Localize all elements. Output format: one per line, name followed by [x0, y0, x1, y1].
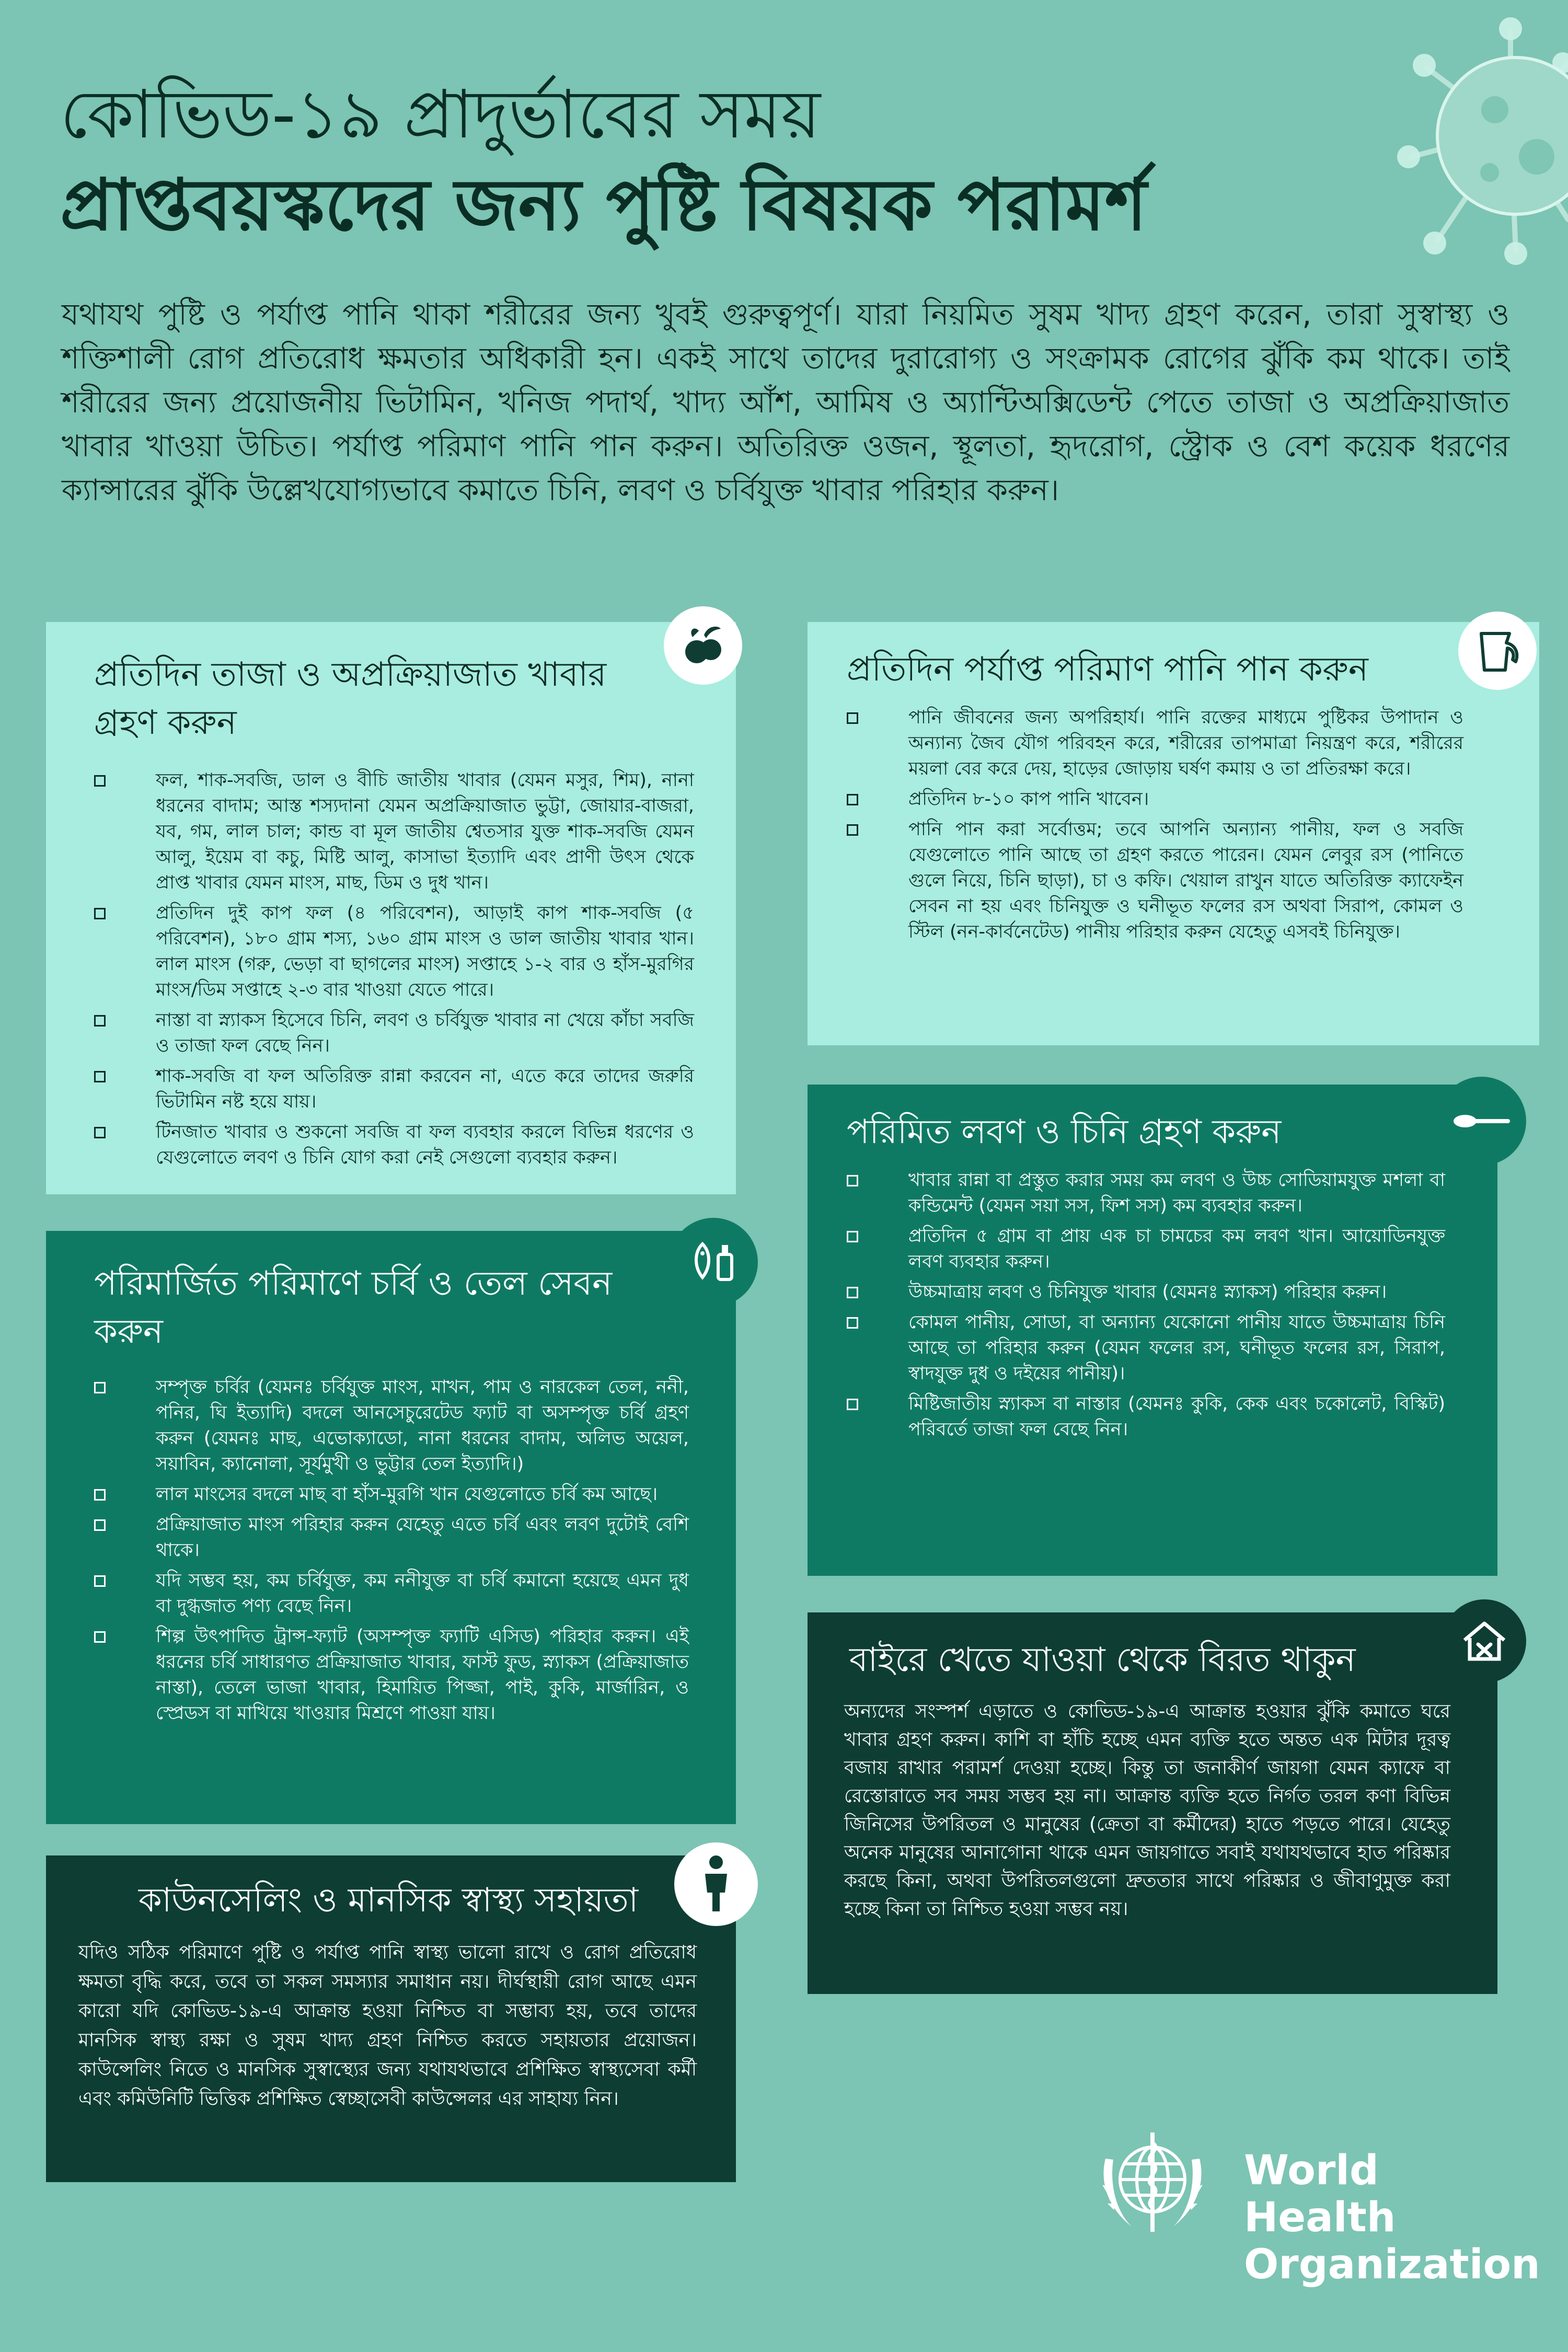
fat-oil-title: পরিমার্জিত পরিমাণে চর্বি ও তেল সেবন করুন [94, 1264, 613, 1351]
who-logo [1085, 2122, 1540, 2288]
fat-oil-list [94, 1375, 689, 1726]
fresh-food-title: প্রতিদিন তাজা ও অপ্রক্রিয়াজাত খাবার গ্রহণ করুন [94, 655, 607, 742]
list-item: উচ্চমাত্রায় লবণ ও চিনিযুক্ত খাবার (যেমনঃ স্ন্যাকস) পরিহার করুন। [847, 1279, 1445, 1305]
list-item: লাল মাংসের বদলে মাছ বা হাঁস-মুরগি খান যেগুলোতে চর্বি কম আছে। [94, 1482, 689, 1507]
no-restaurant-house-icon [1443, 1599, 1526, 1683]
fresh-food-card [46, 622, 736, 1194]
fresh-food-list [94, 768, 694, 1171]
list-item: প্রতিদিন দুই কাপ ফল (৪ পরিবেশন), আড়াই কাপ শাক-সবজি (৫ পরিবেশন), ১৮০ গ্রাম শস্য, ১৬০ গ্রাম মাংস ও ডাল জাতীয় খাবার খান। লাল মাংস (গরু, ভেড়া বা ছাগলের মাংস) সপ্তাহে ১-২ বার ও হাঁস-মুরগির মাংস/ডিম সপ্তাহে ২-৩ বার খাওয়া যেতে পারে। [94, 901, 694, 1003]
page-title [60, 78, 1367, 245]
virus-icon [1380, 0, 1568, 293]
list-item: নাস্তা বা স্ন্যাকস হিসেবে চিনি, লবণ ও চর্বিযুক্ত খাবার না খেয়ে কাঁচা সবজি ও তাজা ফল বেছে নিন। [94, 1008, 694, 1059]
salt-sugar-title: পরিমিত লবণ ও চিনি গ্রহণ করুন [847, 1113, 1282, 1151]
list-item: পানি পান করা সর্বোত্তম; তবে আপনি অন্যান্য পানীয়, ফল ও সবজি যেগুলোতে পানি আছে তা গ্রহণ করতে পারেন। যেমন লেবুর রস (পানিতে গুলে নিয়ে, চিনি ছাড়া), চা ও কফি। খেয়াল রাখুন যাতে অতিরিক্ত ক্যাফেইন সেবন না হয় এবং চিনিযুক্ত ও ঘনীভূত ফলের রস অথবা সিরাপ, কোমল ও স্টিল (নন-কার্বনেটেড) পানীয় পরিহার করুন যেহেতু এসবই চিনিযুক্ত। [847, 817, 1463, 945]
list-item: কোমল পানীয়, সোডা, বা অন্যান্য যেকোনো পানীয় যাতে উচ্চমাত্রায় চিনি আছে তা পরিহার করুন (যেমন ফলের রস, ঘনীভূত ফলের রস, সিরাপ, স্বাদযুক্ত দুধ ও দইয়ের পানীয়)। [847, 1310, 1445, 1387]
person-icon [674, 1842, 758, 1926]
eating-out-text: অন্যদের সংস্পর্শ এড়াতে ও কোভিড-১৯-এ আক্রান্ত হওয়ার ঝুঁকি কমাতে ঘরে খাবার গ্রহণ করুন। কাশি বা হাঁচি হচ্ছে এমন ব্যক্তি হতে অন্তত এক মিটার দূরত্ব বজায় রাখার পরামর্শ দেওয়া হচ্ছে। কিন্তু তা জনাকীর্ণ জায়গা যেমন ক্যাফে বা রেস্তোরাতে সব সময় সম্ভব হয় না। আক্রান্ত ব্যক্তি হতে নির্গত তরল কণা বিভিন্ন জিনিসের উপরিতল ও মানুষের (ক্রেতা বা কর্মীদের) হাতে পড়তে পারে। যেহেতু অনেক মানুষের আনাগোনা থাকে এমন জায়গাতে সবাই যথাযথভাবে হাত পরিষ্কার করছে কিনা, অথবা উপরিতলগুলো দ্রুততার সাথে পরিষ্কার ও জীবাণুমুক্ত করা হচ্ছে কিনা তা নিশ্চিত হওয়া সম্ভব নয়। [844, 1701, 1450, 1920]
title-line-1: কোভিড-১৯ প্রাদুর্ভাবের সময় [60, 76, 821, 154]
water-card [808, 622, 1539, 1045]
who-emblem-icon [1085, 2122, 1220, 2242]
counseling-text: যদিও সঠিক পরিমাণে পুষ্টি ও পর্যাপ্ত পানি স্বাস্থ্য ভালো রাখে ও রোগ প্রতিরোধ ক্ষমতা বৃদ্ধি করে, তবে তা সকল সমস্যার সমাধান নয়। দীর্ঘস্থায়ী রোগ আছে এমন কারো যদি কোভিড-১৯-এ আক্রান্ত হওয়া নিশ্চিত বা সম্ভাব্য হয়, তবে তাদের মানসিক স্বাস্থ্য রক্ষা ও সুষম খাদ্য গ্রহণ নিশ্চিত করতে সহায়তার প্রয়োজন। কাউন্সেলিং নিতে ও মানসিক সুস্বাস্থ্যের জন্য যথাযথভাবে প্রশিক্ষিত স্বাস্থ্যসেবা কর্মী এবং কমিউনিটি ভিত্তিক প্রশিক্ষিত স্বেচ্ছাসেবী কাউন্সেলর এর সাহায্য নিন। [78, 1942, 697, 2109]
who-name-line-2: Organization [1244, 2241, 1540, 2288]
list-item: প্রতিদিন ৮-১০ কাপ পানি খাবেন। [847, 787, 1463, 812]
list-item: ফল, শাক-সবজি, ডাল ও বীচি জাতীয় খাবার (যেমন মসুর, শিম), নানা ধরনের বাদাম; আস্ত শস্যদানা যেমন অপ্রক্রিয়াজাত ভুট্টা, জোয়ার-বাজরা, যব, গম, লাল চাল; কান্ড বা মূল জাতীয় শ্বেতসার যুক্ত শাক-সবজি যেমন আলু, ইয়েম বা কচু, মিষ্টি আলু, কাসাভা ইত্যাদি এবং প্রাণী উৎস থেকে প্রাপ্ত খাবার যেমন মাংস, মাছ, ডিম ও দুধ খান। [94, 768, 694, 896]
fat-oil-card [46, 1231, 736, 1824]
list-item: সম্পৃক্ত চর্বির (যেমনঃ চর্বিযুক্ত মাংস, মাখন, পাম ও নারকেল তেল, ননী, পনির, ঘি ইত্যাদি) বদলে আনসেচুরেটেড ফ্যাট বা অসম্পৃক্ত চর্বি গ্রহণ করুন (যেমনঃ মাছ, এভোক্যাডো, নানা ধরনের বাদাম, অলিভ অয়েল, সয়াবিন, ক্যানোলা, সূর্যমুখী ও ভুট্টার তেল ইত্যাদি।) [94, 1375, 689, 1477]
counseling-card [46, 1855, 736, 2182]
water-jug-icon [1458, 612, 1537, 690]
list-item: প্রতিদিন ৫ গ্রাম বা প্রায় এক চা চামচের কম লবণ খান। আয়োডিনযুক্ত লবণ ব্যবহার করুন। [847, 1224, 1445, 1275]
who-name [1244, 2147, 1540, 2288]
list-item: যদি সম্ভব হয়, কম চর্বিযুক্ত, কম ননীযুক্ত বা চর্বি কমানো হয়েছে এমন দুধ বা দুগ্ধজাত পণ্য বেছে নিন। [94, 1568, 689, 1619]
fruits-icon [664, 606, 742, 685]
list-item: টিনজাত খাবার ও শুকনো সবজি বা ফল ব্যবহার করলে বিভিন্ন ধরণের ও যেগুলোতে লবণ ও চিনি যোগ করা নেই সেগুলো ব্যবহার করুন। [94, 1120, 694, 1171]
salt-sugar-list [847, 1168, 1445, 1443]
water-list [847, 705, 1463, 945]
salt-sugar-card [808, 1085, 1497, 1576]
list-item: প্রক্রিয়াজাত মাংস পরিহার করুন যেহেতু এতে চর্বি এবং লবণ দুটোই বেশি থাকে। [94, 1512, 689, 1563]
who-name-line-1: World Health [1244, 2147, 1396, 2241]
counseling-title: কাউনসেলিং ও মানসিক স্বাস্থ্য সহায়তা [139, 1881, 639, 1920]
list-item: মিষ্টিজাতীয় স্ন্যাকস বা নাস্তার (যেমনঃ কুকি, কেক এবং চকোলেট, বিস্কিট) পরিবর্তে তাজা ফল বেছে নিন। [847, 1391, 1445, 1443]
eating-out-title: বাইরে খেতে যাওয়া থেকে বিরত থাকুন [849, 1641, 1356, 1679]
list-item: শাক-সবজি বা ফল অতিরিক্ত রান্না করবেন না, এতে করে তাদের জরুরি ভিটামিন নষ্ট হয়ে যায়। [94, 1064, 694, 1115]
eating-out-card [808, 1612, 1497, 1994]
water-title: প্রতিদিন পর্যাপ্ত পরিমাণ পানি পান করুন [847, 650, 1368, 689]
intro-paragraph: যথাযথ পুষ্টি ও পর্যাপ্ত পানি থাকা শরীরের জন্য খুবই গুরুত্বপূর্ণ। যারা নিয়মিত সুষম খাদ্য গ্রহণ করেন, তারা সুস্বাস্থ্য ও শক্তিশালী রোগ প্রতিরোধ ক্ষমতার অধিকারী হন। একই সাথে তাদের দুরারোগ্য ও সংক্রামক রোগের ঝুঁকি কম থাকে। তাই শরীরের জন্য প্রয়োজনীয় ভিটামিন, খনিজ পদার্থ, খাদ্য আঁশ, আমিষ ও অ্যান্টিঅক্সিডেন্ট পেতে তাজা ও অপ্রক্রিয়াজাত খাবার খাওয়া উচিত। পর্যাপ্ত পরিমাণ পানি পান করুন। অতিরিক্ত ওজন, স্থূলতা, হৃদরোগ, স্ট্রোক ও বেশ কয়েক ধরণের ক্যান্সারের ঝুঁকি উল্লেখযোগ্যভাবে কমাতে চিনি, লবণ ও চর্বিযুক্ত খাবার পরিহার করুন। [62, 297, 1509, 508]
list-item: খাবার রান্না বা প্রস্তুত করার সময় কম লবণ ও উচ্চ সোডিয়ামযুক্ত মশলা বা কন্ডিমেন্ট (যেমন সয়া সস, ফিশ সস) কম ব্যবহার করুন। [847, 1168, 1445, 1219]
list-item: শিল্প উৎপাদিত ট্রান্স-ফ্যাট (অসম্পৃক্ত ফ্যাটি এসিড) পরিহার করুন। এই ধরনের চর্বি সাধারণত প্রক্রিয়াজাত খাবার, ফাস্ট ফুড, স্ন্যাকস (প্রক্রিয়াজাত নাস্তা), তেলে ভাজা খাবার, হিমায়িত পিজ্জা, পাই, কুকি, মার্জারিন, ও স্প্রেডস বা মাখিয়ে খাওয়ার মিশ্রণে পাওয়া যায়। [94, 1624, 689, 1726]
title-line-2: প্রাপ্তবয়স্কদের জন্য পুষ্টি বিষয়ক পরামর্শ [60, 164, 1147, 247]
list-item: পানি জীবনের জন্য অপরিহার্য। পানি রক্তের মাধ্যমে পুষ্টিকর উপাদান ও অন্যান্য জৈব যৌগ পরিবহন করে, শরীরের তাপমাত্রা নিয়ন্ত্রণ করে, শরীরের ময়লা বের করে দেয়, হাড়ের জোড়ায় ঘর্ষণ কমায় ও তা প্রতিরক্ষা করে। [847, 705, 1463, 782]
fish-oil-bottle-icon [669, 1218, 758, 1307]
spoon-icon [1437, 1077, 1526, 1166]
